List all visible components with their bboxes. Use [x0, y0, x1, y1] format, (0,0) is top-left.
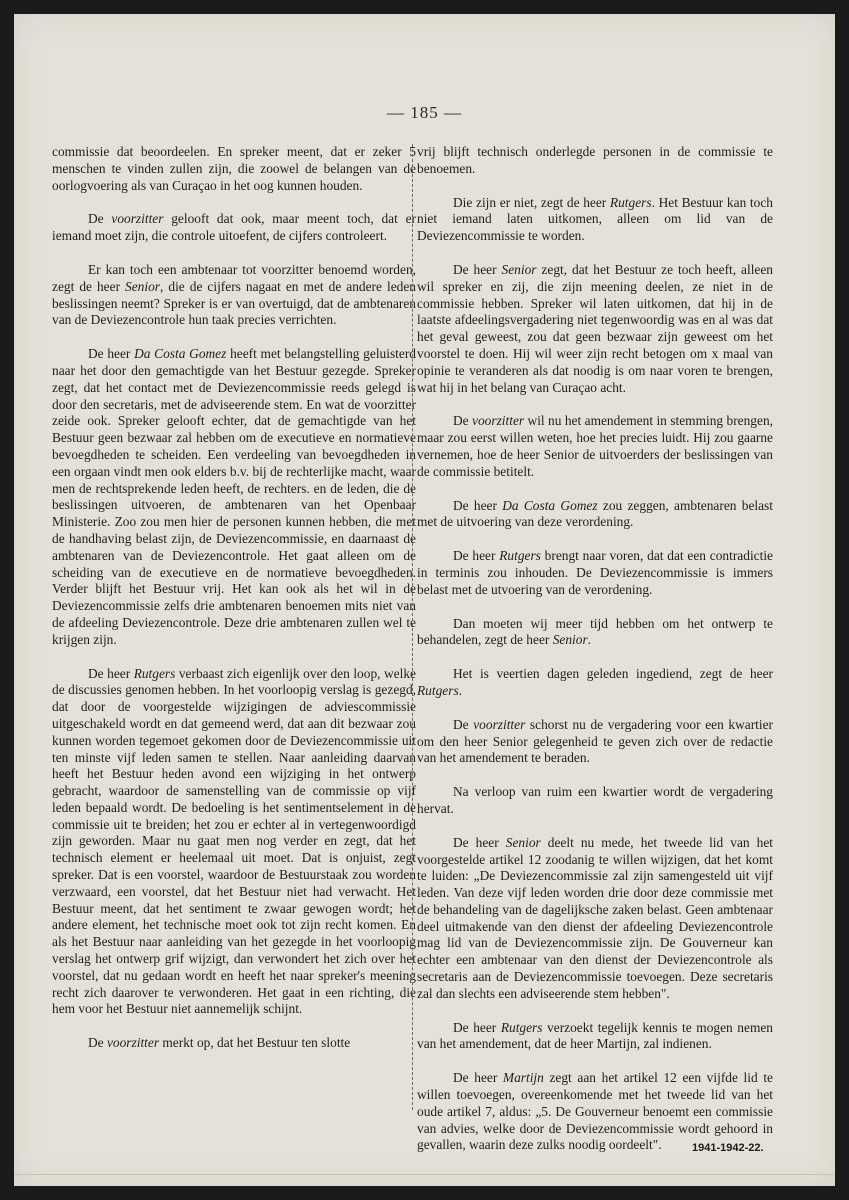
speaker-name: Senior: [552, 632, 588, 648]
speaker-name: Martijn: [502, 1070, 544, 1086]
page-bottom-rule: [14, 1174, 835, 1175]
paragraph-text: .: [587, 632, 592, 648]
paragraph-text: zou zeggen, ambtenaren belast met de uitvoering van deze verordening.: [417, 497, 773, 530]
paragraph: [417, 195, 773, 245]
document-page: [14, 14, 835, 1186]
paragraph-text: De heer: [88, 346, 135, 362]
right-text-column: [417, 144, 773, 1171]
paragraph: [417, 616, 773, 650]
paragraph: [52, 666, 416, 1019]
paragraph: [417, 144, 773, 178]
speaker-name: voorzitter: [106, 1035, 160, 1051]
paragraph: [52, 346, 416, 648]
paragraph-text: De: [88, 211, 112, 227]
speaker-name: Da Costa Gomez: [502, 497, 598, 513]
speaker-name: voorzitter: [472, 413, 525, 429]
paragraph-text: De heer: [453, 261, 502, 277]
paragraph-text: Die zijn er niet, zegt de heer: [453, 194, 610, 210]
paragraph-text: commissie dat beoordeelen. En spreker meent, dat er zeker 5 menschen te vinden zullen zijn, die zoowel de belangen van de oorlogvoering als van Curaçao in het oog kunnen houden.: [52, 144, 416, 193]
speaker-name: Da Costa Gomez: [134, 346, 227, 362]
paragraph-text: Het is veertien dagen geleden ingediend, zegt de heer: [453, 666, 773, 682]
paragraph: [52, 262, 416, 329]
speaker-name: voorzitter: [111, 211, 164, 227]
paragraph: [417, 262, 773, 396]
paragraph-text: De: [453, 413, 473, 429]
paragraph-text: De heer: [453, 1070, 503, 1086]
paragraph-text: De heer: [453, 548, 500, 564]
paragraph: [417, 835, 773, 1003]
column-divider: [412, 144, 413, 1110]
speaker-name: Rutgers: [609, 194, 652, 210]
paragraph-text: De heer: [453, 497, 503, 513]
paragraph-text: verbaast zich eigenlijk over den loop, welke de discussies genomen hebben. In het voorloopig verslag is gezegd, dat door de voorgestelde wijzigingen de adviescommissie uitgeschakeld wordt en dat gemeend werd, dat aan dit bezwaar zou kunnen worden tegemoet gekomen door de Deviezencommissie uit ten minste vijf leden samen te stellen. Naar aanleiding daarvan heeft het Bestuur heden avond een wijziging in het ontwerp gebracht, waardoor de samenstelling van de commissie op vijf leden bepaald wordt. De bedoeling is het sentimentselement in de commissie uit te breiden; het zou er echter al in vertegenwoordigd zijn geworden. Maar nu gaat men nog verder en zegt, dat het technisch element er heelemaal uit moet. Dat is onjuist, zegt spreker. Dat is een voorstel, waardoor de Bestuurstaak zou worden verzwaard, een voorstel, dat het Bestuur niet had verwacht. Het Bestuur meent, dat het sentiment te zwaar gewogen wordt; het andere element, het technische moet ook tot zijn recht komen. En als het Bestuur naar aanleiding van het gezegde in het voorloopig verslag het ontwerp grif wijzigt, dan verwondert het zich over het voorstel, dat nu gedaan wordt en heeft het naar spreker's meening recht zich daarover te verwonderen. Het gaat in een richting, die hem voor het Bestuur niet aannemelijk schijnt.: [52, 665, 416, 1017]
speaker-name: voorzitter: [473, 716, 526, 732]
paragraph: [417, 784, 773, 818]
speaker-name: Rutgers: [500, 1019, 543, 1035]
paragraph: [52, 211, 416, 245]
paragraph-text: deelt nu mede, het tweede lid van het voorgestelde artikel 12 zoodanig te willen wijzigen, dat het komt te luiden: „De Deviezencommissie zal zijn samengesteld uit vijf leden. Van deze vijf leden worden drie door deze commissie met de behandeling van de dagelijksche zaken belast. Geen ambtenaar deel uitmakende van den dienst der afdeeling Deviezencontrole mag lid van de Deviezencommissie zijn. De Gouverneur kan echter een ambtenaar van den dienst der Deviezencontrole als secretaris aan de Deviezencommissie toevoegen. Deze secretaris zal dan slechts een adviseerende stem hebben".: [417, 834, 773, 1001]
paragraph-text: gelooft dat ook, maar meent toch, dat er iemand moet zijn, die controle uitoefent, de cijfers controleert.: [52, 211, 416, 244]
paragraph-text: heeft met belangstelling geluisterd naar het door den gemachtigde van het Bestuur gezegde. Spreker zegt, dat het contact met de Deviezencommissie reeds gelegd is door den secretaris, met de adviseerende stem. En wat de voorzitter zeide ook. Spreker gelooft echter, dat de gemachtigde van het Bestuur geen bezwaar zal hebben om de executieve en normatieve bevoegdheden te scheiden. Een verdeeling van bevoegdheden in een orgaan vindt men ook elders b.v. bij de rechterlijke macht, waar men de rechtsprekende leden heeft, de rechters. en de leden, die de beslissingen uitvoeren, de ambtenaren van het Openbaar Ministerie. Zoo zou men hier de personen kunnen hebben, die met de handhaving belast zijn, de Deviezencommissie, en daarnaast de ambtenaren van de Deviezencontrole. Het gaat alleen om de scheiding van de executieve en de normatieve bevoegdheden. Verder blijft het Bestuur vrij. Het kan ook als het wil in de Deviezencommissie zelfs drie ambtenaren benoemen mits niet van de afdeeling Deviezencontrole. Deze drie ambtenaren zullen wel te krijgen zijn.: [52, 346, 416, 647]
paragraph-text: Dan moeten wij meer tijd hebben om het ontwerp te behandelen, zegt de heer: [417, 615, 773, 648]
paragraph-text: Er kan toch een ambtenaar tot voorzitter benoemd worden, zegt de heer: [52, 261, 416, 294]
paragraph-text: De: [88, 1035, 107, 1051]
paragraph-text: brengt naar voren, dat dat een contradictie in terminis zou inhouden. De Deviezencommissie is immers belast met de utvoering van de verordening.: [417, 548, 773, 597]
paragraph-text: vrij blijft technisch onderlegde personen in de commissie te benoemen.: [417, 144, 773, 176]
paragraph-text: verzoekt tegelijk kennis te mogen nemen van het amendement, dat de heer Martijn, zal indienen.: [417, 1019, 773, 1052]
speaker-name: Senior: [505, 834, 541, 850]
paragraph: [417, 413, 773, 480]
paragraph-text: merkt op, dat het Bestuur ten slotte: [159, 1035, 351, 1051]
paragraph-text: De: [453, 716, 474, 732]
paragraph-text: .: [458, 682, 463, 698]
paragraph: [417, 666, 773, 700]
paragraph-text: wil nu het amendement in stemming brengen, maar zou eerst willen weten, hoe het precies luidt. Hij zou gaarne vernemen, hoe de heer Senior de uitvoerders der beslissingen van de commissie betitelt.: [417, 413, 773, 479]
speaker-name: Rutgers: [499, 548, 541, 564]
speaker-name: Rutgers: [133, 665, 176, 681]
speaker-name: Senior: [125, 278, 161, 294]
paragraph-text: zegt aan het artikel 12 een vijfde lid te willen toevoegen, overeenkomende met het tweede lid van het oude artikel 7, aldus: „5. De Gouverneur benoemt een commissie van advies, welke door de Deviezencommissie wordt gehoord in gevallen, waarin deze zulks noodig oordeelt".: [417, 1070, 773, 1153]
page-number: — 185 —: [387, 103, 462, 122]
paragraph-text: De heer: [88, 665, 134, 681]
left-text-column: [52, 144, 416, 1069]
footer-document-code: 1941-1942-22.: [692, 1142, 764, 1154]
paragraph-text: zegt, dat het Bestuur ze toch heeft, alleen wil spreker en zij, die zijn meening deelen, ze niet in de commissie hebben. Spreker wil laten uitkomen, dat hij in de laatste afdeelingsvergadering niet tegenwoordig was en al was dat het geval geweest, zou dat geen bezwaar zijn geweest om het voorstel te doen. Hij wil weer zijn recht betogen om x maal van opinie te veranderen als dat noodig is om naar voren te brengen, wat hij in het belang van Curaçao acht.: [417, 261, 773, 395]
paragraph: [417, 548, 773, 598]
paragraph-text: , die de cijfers nagaat en met de andere leden beslissingen neemt? Spreker is er van overtuigd, dat de ambtenaren van de Deviezencontrole hun taak precies verrichten.: [52, 278, 416, 328]
paragraph-text: De heer: [453, 834, 506, 850]
speaker-name: Senior: [501, 261, 537, 277]
paragraph: [417, 1020, 773, 1054]
paragraph-text: . Het Bestuur kan toch niet iemand laten uitkomen, alleen om lid van de Deviezencommissie te worden.: [417, 194, 773, 244]
paragraph: [417, 717, 773, 767]
paragraph: [52, 144, 416, 194]
paragraph-text: schorst nu de vergadering voor een kwartier om den heer Senior gelegenheid te geven zich over de redactie van het amendement te beraden.: [417, 716, 773, 766]
paragraph-text: De heer: [453, 1019, 501, 1035]
paragraph: [52, 1035, 416, 1052]
speaker-name: Rutgers: [417, 682, 459, 698]
paragraph: [417, 498, 773, 532]
paragraph-text: Na verloop van ruim een kwartier wordt de vergadering hervat.: [417, 784, 773, 816]
